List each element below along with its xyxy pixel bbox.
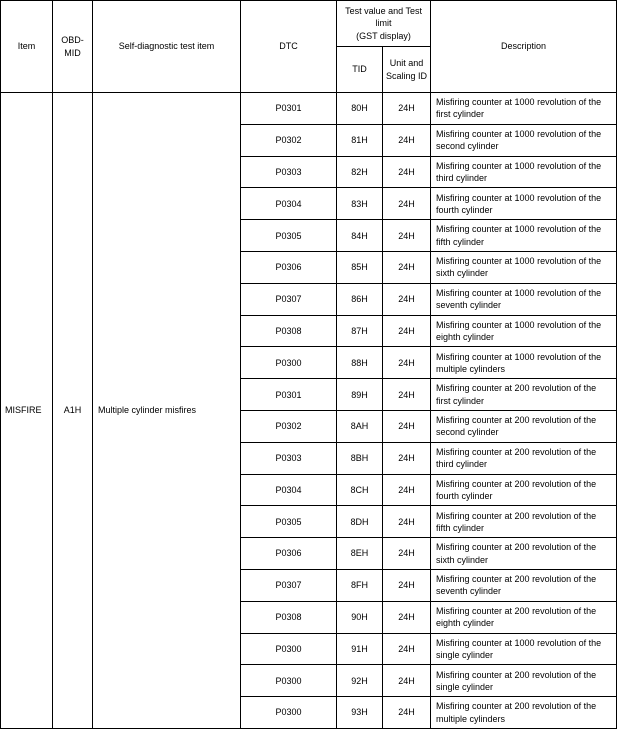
cell-desc: Misfiring counter at 200 revolution of the fifth cylinder [431,506,617,538]
cell-desc: Misfiring counter at 1000 revolution of the seventh cylinder [431,283,617,315]
cell-unit: 24H [383,315,431,347]
cell-dtc: P0301 [241,379,337,411]
header-dtc: DTC [241,1,337,93]
cell-tid: 8BH [337,442,383,474]
cell-dtc: P0302 [241,410,337,442]
header-description: Description [431,1,617,93]
cell-dtc: P0308 [241,601,337,633]
cell-tid: 87H [337,315,383,347]
cell-tid: 84H [337,220,383,252]
cell-unit: 24H [383,220,431,252]
cell-unit: 24H [383,665,431,697]
cell-dtc: P0303 [241,156,337,188]
cell-item: MISFIRE [1,93,53,729]
table-header [1,1,617,93]
cell-desc: Misfiring counter at 200 revolution of the fourth cylinder [431,474,617,506]
cell-dtc: P0303 [241,442,337,474]
cell-dtc: P0306 [241,251,337,283]
cell-desc: Misfiring counter at 1000 revolution of the third cylinder [431,156,617,188]
cell-unit: 24H [383,601,431,633]
cell-unit: 24H [383,251,431,283]
cell-dtc: P0307 [241,569,337,601]
cell-tid: 8FH [337,569,383,601]
cell-tid: 8DH [337,506,383,538]
cell-dtc: P0304 [241,188,337,220]
cell-desc: Misfiring counter at 200 revolution of the eighth cylinder [431,601,617,633]
cell-tid: 86H [337,283,383,315]
cell-tid: 8EH [337,538,383,570]
cell-desc: Misfiring counter at 200 revolution of the third cylinder [431,442,617,474]
cell-tid: 82H [337,156,383,188]
cell-tid: 8AH [337,410,383,442]
cell-tid: 89H [337,379,383,411]
cell-dtc: P0304 [241,474,337,506]
cell-desc: Misfiring counter at 200 revolution of the first cylinder [431,379,617,411]
cell-dtc: P0300 [241,633,337,665]
cell-tid: 8CH [337,474,383,506]
cell-tid: 90H [337,601,383,633]
cell-unit: 24H [383,697,431,729]
header-tid: TID [337,47,383,93]
cell-desc: Misfiring counter at 200 revolution of the single cylinder [431,665,617,697]
cell-desc: Misfiring counter at 200 revolution of the multiple cylinders [431,697,617,729]
cell-tid: 85H [337,251,383,283]
cell-dtc: P0300 [241,665,337,697]
cell-dtc: P0307 [241,283,337,315]
cell-dtc: P0305 [241,220,337,252]
cell-unit: 24H [383,124,431,156]
cell-unit: 24H [383,442,431,474]
cell-dtc: P0308 [241,315,337,347]
cell-desc: Misfiring counter at 1000 revolution of the single cylinder [431,633,617,665]
cell-tid: 88H [337,347,383,379]
cell-unit: 24H [383,538,431,570]
cell-dtc: P0306 [241,538,337,570]
cell-desc: Misfiring counter at 200 revolution of the second cylinder [431,410,617,442]
cell-dtc: P0305 [241,506,337,538]
cell-unit: 24H [383,633,431,665]
cell-unit: 24H [383,410,431,442]
table-body [1,93,617,729]
cell-desc: Misfiring counter at 1000 revolution of the first cylinder [431,93,617,125]
cell-unit: 24H [383,347,431,379]
cell-unit: 24H [383,506,431,538]
cell-desc: Misfiring counter at 1000 revolution of the fifth cylinder [431,220,617,252]
cell-unit: 24H [383,156,431,188]
cell-tid: 92H [337,665,383,697]
cell-dtc: P0302 [241,124,337,156]
header-self-diagnostic-test-item: Self-diagnostic test item [93,1,241,93]
cell-dtc: P0300 [241,697,337,729]
cell-obd-mid: A1H [53,93,93,729]
cell-dtc: P0300 [241,347,337,379]
cell-self-diagnostic-item: Multiple cylinder misfires [93,93,241,729]
cell-tid: 91H [337,633,383,665]
cell-desc: Misfiring counter at 1000 revolution of the eighth cylinder [431,315,617,347]
header-obd-mid: OBD- MID [53,1,93,93]
cell-tid: 93H [337,697,383,729]
header-test-value: Test value and Test limit (GST display) [337,1,431,47]
cell-unit: 24H [383,93,431,125]
cell-desc: Misfiring counter at 1000 revolution of the fourth cylinder [431,188,617,220]
header-unit-scaling-id: Unit and Scaling ID [383,47,431,93]
cell-dtc: P0301 [241,93,337,125]
cell-unit: 24H [383,379,431,411]
cell-unit: 24H [383,569,431,601]
cell-desc: Misfiring counter at 200 revolution of the sixth cylinder [431,538,617,570]
cell-desc: Misfiring counter at 1000 revolution of the second cylinder [431,124,617,156]
cell-unit: 24H [383,188,431,220]
cell-desc: Misfiring counter at 1000 revolution of the sixth cylinder [431,251,617,283]
cell-tid: 81H [337,124,383,156]
cell-unit: 24H [383,283,431,315]
header-item: Item [1,1,53,93]
cell-unit: 24H [383,474,431,506]
table-row [1,93,617,125]
cell-tid: 83H [337,188,383,220]
cell-desc: Misfiring counter at 200 revolution of the seventh cylinder [431,569,617,601]
cell-tid: 80H [337,93,383,125]
cell-desc: Misfiring counter at 1000 revolution of the multiple cylinders [431,347,617,379]
